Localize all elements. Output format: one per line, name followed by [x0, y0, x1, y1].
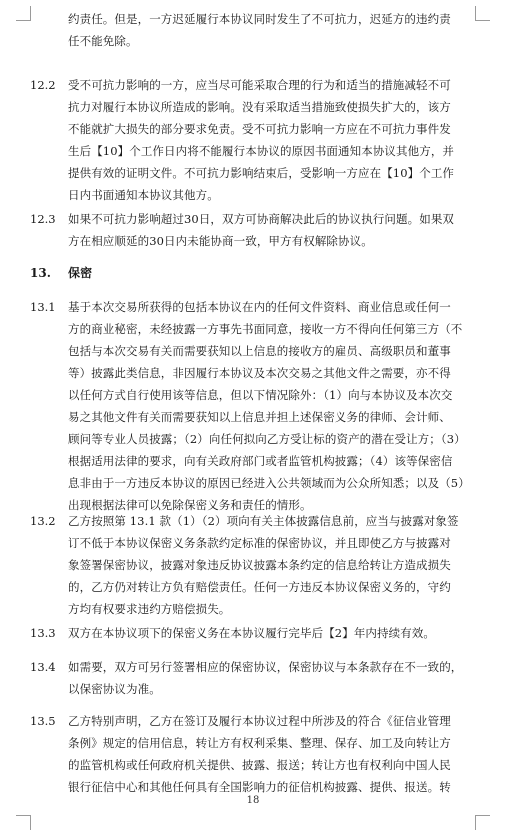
text-line: 方在相应顺延的30日内未能协商一致，甲方有权解除协议。	[68, 234, 373, 248]
crop-mark-bottom-right	[475, 815, 490, 830]
clause-text	[68, 710, 484, 798]
clause-text	[68, 656, 484, 700]
text-line: 顾问等专业人员披露；（2）向任何拟向乙方受让标的资产的潜在受让方；（3）	[68, 432, 466, 446]
clause-text	[68, 622, 484, 644]
text-line: 象签署保密协议，披露对象违反协议披露本条约定的信息给转让方造成损失	[68, 558, 451, 572]
clause-text	[68, 8, 484, 52]
text-line: 的，乙方仍对转让方负有赔偿责任。任何一方违反本协议保密义务的，守约	[68, 580, 451, 594]
clause-number: 13.1	[30, 300, 56, 314]
text-line: 乙方按照第 13.1 款（1）（2）项向有关主体披露信息前，应当与披露对象签	[68, 514, 459, 528]
text-line: 受不可抗力影响的一方，应当尽可能采取合理的行为和适当的措施减轻不可	[68, 78, 451, 92]
text-line: 易之其他文件有关而需要获知以上信息并担上述保密义务的律师、会计师、	[68, 410, 451, 424]
clause-number: 13.2	[30, 514, 56, 528]
page-number: 18	[246, 795, 260, 806]
clause-number: 13.4	[30, 660, 56, 674]
section-title: 保密	[68, 266, 93, 280]
text-line: 方的商业秘密，未经披露一方事先书面同意，接收一方不得向任何第三方（不	[68, 322, 463, 336]
text-line: 任不能免除。	[68, 34, 138, 48]
text-line: 如果不可抗力影响超过30日，双方可协商解决此后的协议执行问题。如果双	[68, 212, 455, 226]
clause-number: 12.2	[30, 78, 56, 92]
clause-text	[68, 296, 484, 516]
text-line: 以保密协议为准。	[68, 682, 161, 696]
clause-text	[68, 74, 484, 206]
text-line: 日内书面通知本协议其他方。	[68, 188, 219, 202]
text-line: 不能就扩大损失的部分要求免责。受不可抗力影响一方应在不可抗力事件发	[68, 122, 451, 136]
clause-text	[68, 208, 484, 252]
text-line: 抗力对履行本协议所造成的影响。没有采取适当措施致使损失扩大的，该方	[68, 100, 451, 114]
text-line: 条例》规定的信用信息，转让方有权利采集、整理、保存、加工及向转让方	[68, 736, 451, 750]
text-line: 基于本次交易所获得的包括本协议在内的任何文件资料、商业信息或任何一	[68, 300, 451, 314]
text-line: 以任何方式自行使用该等信息，但以下情况除外：（1）向与本协议及本次交	[68, 388, 453, 402]
text-line: 包括与本次交易有关而需要获知以上信息的接收方的雇员、高级职员和董事	[68, 344, 451, 358]
text-line: 双方在本协议项下的保密义务在本协议履行完毕后【2】年内持续有效。	[68, 626, 436, 640]
crop-mark-bottom-left	[16, 815, 31, 830]
text-line: 的监管机构或任何政府机关提供、披露、报送；转让方也有权利向中国人民	[68, 758, 451, 772]
text-line: 息非由于一方违反本协议的原因已经进入公共领域而为公众所知悉；以及（5）	[68, 476, 470, 490]
text-line: 根据适用法律的要求，向有关政府部门或者监管机构披露；（4）该等保密信	[68, 454, 453, 468]
crop-mark-top-left	[16, 6, 31, 21]
clause-text	[68, 510, 484, 620]
clause-number: 13.3	[30, 626, 56, 640]
text-line: 出现根据法律可以免除保密义务和责任的情形。	[68, 498, 312, 512]
section-number: 13.	[30, 266, 51, 280]
text-line: 银行征信中心和其他任何具有全国影响力的征信机构披露、提供、报送。转	[68, 780, 451, 794]
text-line: 如需要，双方可另行签署相应的保密协议，保密协议与本条款存在不一致的，	[68, 660, 463, 674]
text-line: 提供有效的证明文件。不可抗力影响结束后，受影响一方应在【10】个工作	[68, 166, 455, 180]
text-line: 方均有权要求违约方赔偿损失。	[68, 602, 231, 616]
text-line: 生后【10】个工作日内将不能履行本协议的原因书面通知本协议其他方，并	[68, 144, 455, 158]
text-line: 乙方特别声明，乙方在签订及履行本协议过程中所涉及的符合《征信业管理	[68, 714, 451, 728]
text-line: 等）披露此类信息，非因履行本协议及本次交易之其他文件之需要，亦不得	[68, 366, 451, 380]
text-line: 约责任。但是，一方迟延履行本协议同时发生了不可抗力，迟延方的违约责	[68, 12, 451, 26]
clause-number: 12.3	[30, 212, 56, 226]
text-line: 订不低于本协议保密义务条款约定标准的保密协议，并且即使乙方与披露对	[68, 536, 451, 550]
clause-number: 13.5	[30, 714, 56, 728]
